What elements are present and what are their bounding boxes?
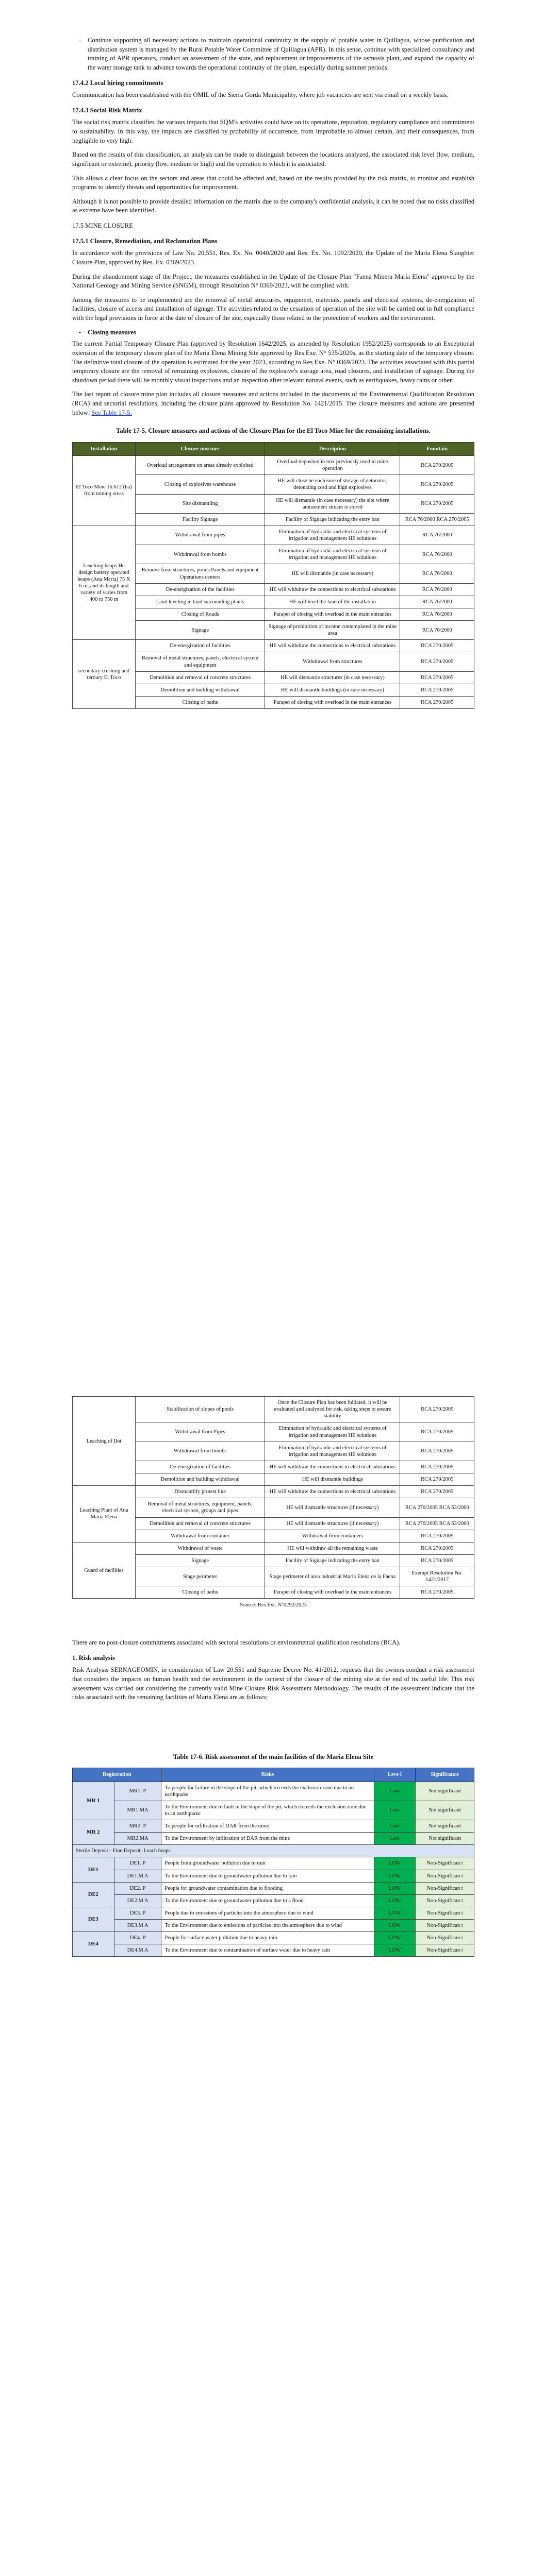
- paragraph: Among the measures to be implemented are the removal of metal structures, equipment, materials, panels and electrical systems, de-energization of facilities, closure of access and installation of signage. The activities related to the cessation of operation of the site will be carried out in full compliance with the legal provisions in force at the date of closure of the site, especially those related to the protection of workers and the environment.: [72, 296, 474, 321]
- description-cell: Elimination of hydraulic and electrical systems of irrigation and management HE solutions: [265, 545, 400, 564]
- risk-description-cell: People for surface water pollution due to heavy rain: [161, 1932, 374, 1944]
- sub-registration-cell: MR2. P: [114, 1820, 161, 1833]
- description-cell: HE will dismantle structures (if necessary): [265, 1517, 400, 1530]
- measure-cell: Dismantlify protest line: [135, 1486, 265, 1498]
- risk-row: [73, 1857, 474, 1870]
- description-cell: Elimination of hydraulic and electrical systems of irrigation and management HE solutions: [265, 1422, 400, 1442]
- risk-span-row: [73, 1845, 474, 1857]
- significance-cell: Not significant: [416, 1820, 474, 1833]
- measure-cell: Stage perimeter: [135, 1567, 265, 1586]
- description-cell: Withdrawal from structures: [265, 652, 400, 671]
- measure-cell: Facility Signage: [135, 513, 265, 526]
- source-cell: RCA 76/2000: [400, 596, 474, 608]
- description-cell: HE will withdraw the connections to electrical substations: [265, 1461, 400, 1473]
- header-risks: Risks: [161, 1768, 374, 1782]
- risk-description-cell: To people for failure in the slope of the pit, which exceeds the exclusion zone due to an earthquake: [161, 1782, 374, 1801]
- paragraph: The social risk matrix classifies the various impacts that SQM's activities could have on its operations, reputation, regulatory compliance and commitment to sustainability. In this way, the impacts are classified by probability of occurrence, from improbable to almost certain, and their consequences, from negligible to very high.: [72, 118, 474, 144]
- table-row: [73, 1486, 474, 1498]
- risk-row: [73, 1882, 474, 1894]
- risk-description-cell: To the Environment due to emissions of particles into the atmosphere due to wind: [161, 1920, 374, 1932]
- description-cell: Parapet of closing with overload in the main entrances: [265, 696, 400, 708]
- source-cell: RCA 270/2005: [400, 652, 474, 671]
- paragraph-with-link: [72, 390, 474, 417]
- closure-measures-table: [72, 442, 474, 709]
- risk-description-cell: To the Environment due to groundwater pollution due to rain: [161, 1870, 374, 1882]
- page-2: [0, 1370, 544, 2576]
- risk-header-row: [73, 1768, 474, 1782]
- significance-cell: Non-Significan t: [416, 1882, 474, 1894]
- description-cell: Elimination of hydraulic and electrical systems of irrigation and management HE solutions: [265, 526, 400, 545]
- level-cell: LOW: [374, 1894, 416, 1907]
- dash-bullet-icon: –: [78, 37, 82, 44]
- level-cell: Low: [374, 1833, 416, 1845]
- header-description: Description: [265, 442, 400, 455]
- sub-registration-cell: DE4. P: [114, 1932, 161, 1944]
- measure-cell: Demolition and building withdrawal: [135, 684, 265, 696]
- table-row: [73, 640, 474, 652]
- source-cell: RCA 270/2005: [400, 1542, 474, 1554]
- heading-risk-analysis: 1. Risk analysis: [72, 1654, 115, 1662]
- paragraph: In accordance with the provisions of Law No. 20,551, Res. Ex. No. 0040/2020 and Res. Ex. No. 1092/2020, the Update of the Maria Elena Slaughter Closure Plan, approved by Res. Ex. 0369/2023.: [72, 249, 474, 266]
- measure-cell: Overload arrangement on areas already exploited: [135, 456, 265, 475]
- source-cell: RCA 76/2000: [400, 545, 474, 564]
- description-cell: Parapet of closing with overload in the main entrances: [265, 1586, 400, 1599]
- measure-cell: Withdrawal of waste: [135, 1542, 265, 1554]
- measure-cell: Withdrawal from bombs: [135, 1442, 265, 1461]
- risk-row: [73, 1907, 474, 1919]
- description-cell: HE will dismantle structures (in case necessary): [265, 671, 400, 684]
- sub-registration-cell: MR1. P: [114, 1782, 161, 1801]
- sub-registration-cell: MR2.MA: [114, 1833, 161, 1845]
- risk-description-cell: To the Environment due to fault in the slope of the pit, which exceeds the exclusion zone due to an earthquake: [161, 1801, 374, 1820]
- page-1-content: [72, 36, 474, 709]
- description-cell: HE will withdraw the connections to electrical substations: [265, 1486, 400, 1498]
- source-cell: RCA 270/2005: [400, 1586, 474, 1599]
- description-cell: HE will withdraw the connections to electrical substations: [265, 640, 400, 652]
- paragraph-text: The last report of closure mine plan includes all closure measures and actions included in the documents of the Environmental Qualification Resolution (RCA) and sectorial resolutions, including the closure plans approved by Resolution No. 1421/2015. The closure measures and actions are presented below:: [72, 391, 474, 416]
- table-17-6-title: Table 17-6. Risk assessment of the main facilities of the Maria Elena Site: [173, 1753, 374, 1760]
- description-cell: HE will dismantle (in case necessary) the site where amusement stream is stored: [265, 494, 400, 513]
- description-cell: HE will dismantle buildings (in case necessary): [265, 684, 400, 696]
- measure-cell: Removal of metal structures, panels, electrical system and equipment: [135, 652, 265, 671]
- description-cell: HE will withdraw all the remaining waste: [265, 1542, 400, 1554]
- measure-cell: De-energization of facilities: [135, 640, 265, 652]
- description-cell: Signage of prohibition of income contemplated in the mine area: [265, 621, 400, 640]
- sub-registration-cell: DE3. P: [114, 1907, 161, 1919]
- level-cell: LOW: [374, 1870, 416, 1882]
- sub-registration-cell: DE2. P: [114, 1882, 161, 1894]
- header-registration: Registration: [73, 1768, 161, 1782]
- level-cell: Low: [374, 1820, 416, 1833]
- description-cell: HE will withdraw the connections to electrical substations: [265, 583, 400, 596]
- installation-cell: secondary crushing and tertiary El Toco: [73, 640, 136, 709]
- registration-cell: DE3: [73, 1907, 114, 1931]
- source-cell: RCA 270/2005: [400, 1397, 474, 1422]
- paragraph: Although it is not possible to provide detailed information on the matrix due to the company's confidential analysis, it can be noted that no risks classified as extreme have been identified.: [72, 197, 474, 214]
- sub-registration-cell: DE4.M A: [114, 1944, 161, 1957]
- measure-cell: De-energization of the facilities: [135, 583, 265, 596]
- measure-cell: Withdrawal from bombs: [135, 545, 265, 564]
- registration-cell: MR 2: [73, 1820, 114, 1845]
- source-cell: RCA 270/2005 RCA 63/2000: [400, 1498, 474, 1517]
- header-installation: Installation: [73, 442, 136, 455]
- installation-cell: El Toco Mine 16.612 (ha) from mining areas: [73, 456, 136, 526]
- significance-cell: Non-Significan t: [416, 1870, 474, 1882]
- paragraph-local-hiring: Communication has been established with the OMIL of the Sierra Gorda Municipality, where job vacancies are sent via email on a weekly basis.: [72, 91, 448, 99]
- source-cell: RCA 270/2005: [400, 1530, 474, 1542]
- registration-cell: MR 1: [73, 1782, 114, 1820]
- description-cell: HE will level the land of the installation: [265, 596, 400, 608]
- paragraph-post-closure: There are no post-closure commitments associated with sectoral resolutions or environmental qualification resolutions (RCA).: [72, 1639, 401, 1647]
- sub-registration-cell: DE2.M A: [114, 1894, 161, 1907]
- measure-cell: Signage: [135, 621, 265, 640]
- description-cell: HE will close be enclosure of storage of detonator, detonating cord and high explosives: [265, 475, 400, 494]
- measure-cell: Withdrawal from pipes: [135, 526, 265, 545]
- measure-cell: Demolition and building withdrawal: [135, 1473, 265, 1486]
- heading-closure-plans: 17.5.1 Closure, Remediation, and Reclamation Plans: [72, 237, 218, 245]
- installation-cell: Leaching Plant of Ana Maria Elena: [73, 1486, 136, 1543]
- source-cell: RCA 76/2000: [400, 608, 474, 620]
- risk-description-cell: People for groundwater contamination due to flooding: [161, 1882, 374, 1894]
- level-cell: LOW: [374, 1907, 416, 1919]
- heading-social-risk: 17.4.3 Social Risk Matrix: [72, 106, 142, 114]
- heading-mine-closure: 17.5 MINE CLOSURE: [72, 222, 133, 229]
- source-cell: RCA 270/2005: [400, 494, 474, 513]
- paragraph: The current Partial Temporary Closure Plan (approved by Resolution 1642/2025, as amended by Resolution 1952/2025) corresponds to an Exceptional extension of the temporary closure plan of the Maria Elena Mining Site approved by Res Exe. N° 535/2020s, as the starting date of the temporary closure. The definitive total closure of the operation is estimated for the year 2023, according to Res Exe. N° 0369/2023. The activities associated with this partial temporary closure are the removal of remaining explosives, closure of the explosive's storage area, road closures, and installation of signage. During the shutdown period there will be monthly visual inspections and an inspection after relevant natural events, such as earthquakes, heavy rains or other.: [72, 340, 474, 384]
- description-cell: HE will dismantle (in case necessary): [265, 564, 400, 583]
- significance-cell: Non-Significan t: [416, 1944, 474, 1957]
- source-cell: RCA 76/2000: [400, 564, 474, 583]
- description-cell: Withdrawal from containers: [265, 1530, 400, 1542]
- heading-closing-measures: Closing measures: [88, 328, 136, 336]
- measure-cell: Closing of explosives warehouse: [135, 475, 265, 494]
- risk-row: [73, 1782, 474, 1801]
- table-row: [73, 1542, 474, 1554]
- significance-cell: Non-Significan t: [416, 1894, 474, 1907]
- measure-cell: Withdrawal from container: [135, 1530, 265, 1542]
- significance-cell: Not significant: [416, 1801, 474, 1820]
- level-cell: Low: [374, 1801, 416, 1820]
- description-cell: Facility of Signage indicating the entry ban: [265, 1554, 400, 1567]
- installation-cell: Leaching heaps He design battery operated heaps (Ana Maria) 75 X 6 m, and its length and variety of varies from 400 to 750 m: [73, 526, 136, 639]
- significance-cell: Non-Significan t: [416, 1907, 474, 1919]
- source-cell: RCA 270/2005: [400, 1554, 474, 1567]
- measure-cell: Demolition and removal of concrete structures: [135, 1517, 265, 1530]
- significance-cell: Non-Significan t: [416, 1857, 474, 1870]
- registration-cell: DE2: [73, 1882, 114, 1907]
- source-cell: RCA 270/2005: [400, 684, 474, 696]
- risk-row: [73, 1870, 474, 1882]
- risk-row: [73, 1944, 474, 1957]
- measure-cell: Site dismantling: [135, 494, 265, 513]
- measure-cell: Closing of paths: [135, 696, 265, 708]
- significance-cell: Not significant: [416, 1782, 474, 1801]
- level-cell: Low: [374, 1782, 416, 1801]
- header-significance: Significance: [416, 1768, 474, 1782]
- level-cell: LOW: [374, 1944, 416, 1957]
- source-cell: RCA 270/2005 RCA 63/2000: [400, 1517, 474, 1530]
- measure-cell: Stabilization of slopes of pools: [135, 1397, 265, 1422]
- risk-row: [73, 1833, 474, 1845]
- source-cell: RCA 76/2000: [400, 526, 474, 545]
- description-cell: Stage perimeter of area industrial Maria Elena de la Faena: [265, 1567, 400, 1586]
- description-cell: Once the Closure Plan has been initiated, it will be evaluated and analyzed for risk, taking steps to ensure stability: [265, 1397, 400, 1422]
- measure-cell: Removal of metal structures, equipment, panels, electrical system, groups and pipes: [135, 1498, 265, 1517]
- source-cell: RCA 270/2005: [400, 456, 474, 475]
- risk-description-cell: To the Environment due to contamination of surface water due to heavy rain: [161, 1944, 374, 1957]
- closing-measures-heading-row: [72, 328, 474, 338]
- source-cell: RCA 270/2005: [400, 1473, 474, 1486]
- source-cell: RCA 76/2000: [400, 583, 474, 596]
- sub-registration-cell: DE1. P: [114, 1857, 161, 1870]
- paragraph: Based on the results of this classification, an analysis can be made to distinguish between the locations analyzed, the associated risk level (low, medium, significant or extreme), priority (low, medium or high) and the operation to which it is associated.: [72, 151, 474, 167]
- source-cell: RCA 270/2005: [400, 671, 474, 684]
- sub-registration-cell: MR1.MA: [114, 1801, 161, 1820]
- paragraph-risk-analysis: Risk Analysis SERNAGEOMIN, in consideration of Law 20.551 and Supreme Decree No. 41/2012, requests that the owners conduct a risk assessment that considers the impacts on human health and the environment in the context of the closure of the mining site at the end of its useful life. This risk assessment was carried out considering the currently valid Mine Closure Risk Assessment Methodology. The results of the assessment indicate that the risks associated with the remaining facilities of Maria Elena are as follows:: [72, 1666, 474, 1701]
- bullet-item: [72, 36, 474, 73]
- description-cell: Facility of Signage indicating the entry ban: [265, 513, 400, 526]
- source-cell: RCA 270/2005: [400, 1486, 474, 1498]
- table-17-5-title: Table 17-5. Closure measures and actions of the Closure Plan for the El Toco Mine for the remaining installations.: [116, 427, 431, 435]
- source-cell: RCA 270/2005: [400, 640, 474, 652]
- deposit-category-cell: Sterile Deposit - Fine Deposit- Leach heaps: [73, 1845, 474, 1857]
- risk-assessment-table: [72, 1768, 474, 1957]
- source-cell: Exempt Resolution No. 1421/2017: [400, 1567, 474, 1586]
- risk-row: [73, 1801, 474, 1820]
- registration-cell: DE4: [73, 1932, 114, 1957]
- level-cell: LOW: [374, 1857, 416, 1870]
- description-cell: Overload deposited in mix previously used in mine operation: [265, 456, 400, 475]
- measure-cell: De-energization of facilities: [135, 1461, 265, 1473]
- measure-cell: Withdrawal from Pipes: [135, 1422, 265, 1442]
- measure-cell: Signage: [135, 1554, 265, 1567]
- risk-description-cell: People due to emissions of particles into the atmosphere due to wind: [161, 1907, 374, 1919]
- risk-description-cell: To the Environment by infiltration of DAR from the mine: [161, 1833, 374, 1845]
- significance-cell: Non-Significan t: [416, 1920, 474, 1932]
- measure-cell: Closing of Roads: [135, 608, 265, 620]
- installation-cell: Guard of facilities: [73, 1542, 136, 1599]
- page-2-content: [72, 1396, 474, 1957]
- source-cell: RCA 76/2000: [400, 621, 474, 640]
- table-row: [73, 1397, 474, 1422]
- source-cell: RCA 270/2005: [400, 1461, 474, 1473]
- level-cell: LOW: [374, 1920, 416, 1932]
- measure-cell: Demolition and removal of concrete structures: [135, 671, 265, 684]
- header-level: Leve l: [374, 1768, 416, 1782]
- significance-cell: Non-Significan t: [416, 1932, 474, 1944]
- installation-cell: Leaching of Ilot: [73, 1397, 136, 1486]
- see-table-17-5-link[interactable]: See Table 17-5.: [91, 409, 132, 416]
- level-cell: LOW: [374, 1932, 416, 1944]
- level-cell: LOW: [374, 1882, 416, 1894]
- header-closure-measure: Closure measure: [135, 442, 265, 455]
- table-header-row: [73, 442, 474, 455]
- paragraph: This allows a clear focus on the sectors and areas that could be affected and, based on the results provided by the risk matrix, to monitor and establish programs to identify threats and opportunities for improvement.: [72, 174, 474, 191]
- risk-row: [73, 1932, 474, 1944]
- source-cell: RCA 76/2000 RCA 270/2005: [400, 513, 474, 526]
- measure-cell: Remove from structures, ponds Panels and equipment Operations centers: [135, 564, 265, 583]
- table-source-note: Source: Res Ext. N°0292/2023: [240, 1602, 307, 1608]
- sub-registration-cell: DE1.M A: [114, 1870, 161, 1882]
- round-bullet-icon: •: [78, 329, 81, 336]
- registration-cell: DE1: [73, 1857, 114, 1882]
- source-cell: RCA 270/2005: [400, 1442, 474, 1461]
- heading-local-hiring: 17.4.2 Local hiring commitments: [72, 79, 163, 87]
- risk-description-cell: People from groundwater pollution due to rain: [161, 1857, 374, 1870]
- closure-measures-table-continued: [72, 1396, 474, 1599]
- paragraph: During the abandonment stage of the Project, the measures established in the Update of the Closure Plan "Faena Minera María Elena" approved by the National Geology and Mining Service (SNGM), through Resolution N° 0369/2023, will be complied with.: [72, 273, 474, 290]
- table-row: [73, 456, 474, 475]
- description-cell: Parapet of closing with overload in the main entrances: [265, 608, 400, 620]
- description-cell: HE will dismantle structures (if necessary): [265, 1498, 400, 1517]
- table-row: [73, 526, 474, 545]
- significance-cell: Not significant: [416, 1833, 474, 1845]
- risk-row: [73, 1920, 474, 1932]
- risk-row: [73, 1820, 474, 1833]
- description-cell: HE will dismantle buildings: [265, 1473, 400, 1486]
- source-cell: RCA 270/2005: [400, 475, 474, 494]
- measure-cell: Closing of paths: [135, 1586, 265, 1599]
- risk-description-cell: To people for infiltration of DAR from the mine: [161, 1820, 374, 1833]
- source-cell: RCA 270/2005: [400, 1422, 474, 1442]
- header-fountain: Fountain: [400, 442, 474, 455]
- bullet-text: Continue supporting all necessary actions to maintain operational continuity in the supply of potable water in Quillagua, whose purification and distribution system is managed by the Rural Potable Water Committee of Quillagua (APR). In this sense, continue with specialized consultancy and training of APR operators, conduct an assessment of the state, and replacement or improvements of the osmosis plant, and expand the capacity of the water storage tank to advance towards the operational continuity of the plant, especially during summer periods.: [88, 37, 474, 71]
- risk-row: [73, 1894, 474, 1907]
- source-cell: RCA 270/2005: [400, 696, 474, 708]
- description-cell: Elimination of hydraulic and electrical systems of irrigation and management HE solutions: [265, 1442, 400, 1461]
- risk-description-cell: To the Environment due to groundwater pollution due to a flood: [161, 1894, 374, 1907]
- sub-registration-cell: DE3.M A: [114, 1920, 161, 1932]
- measure-cell: Land leveling in land surrounding plants: [135, 596, 265, 608]
